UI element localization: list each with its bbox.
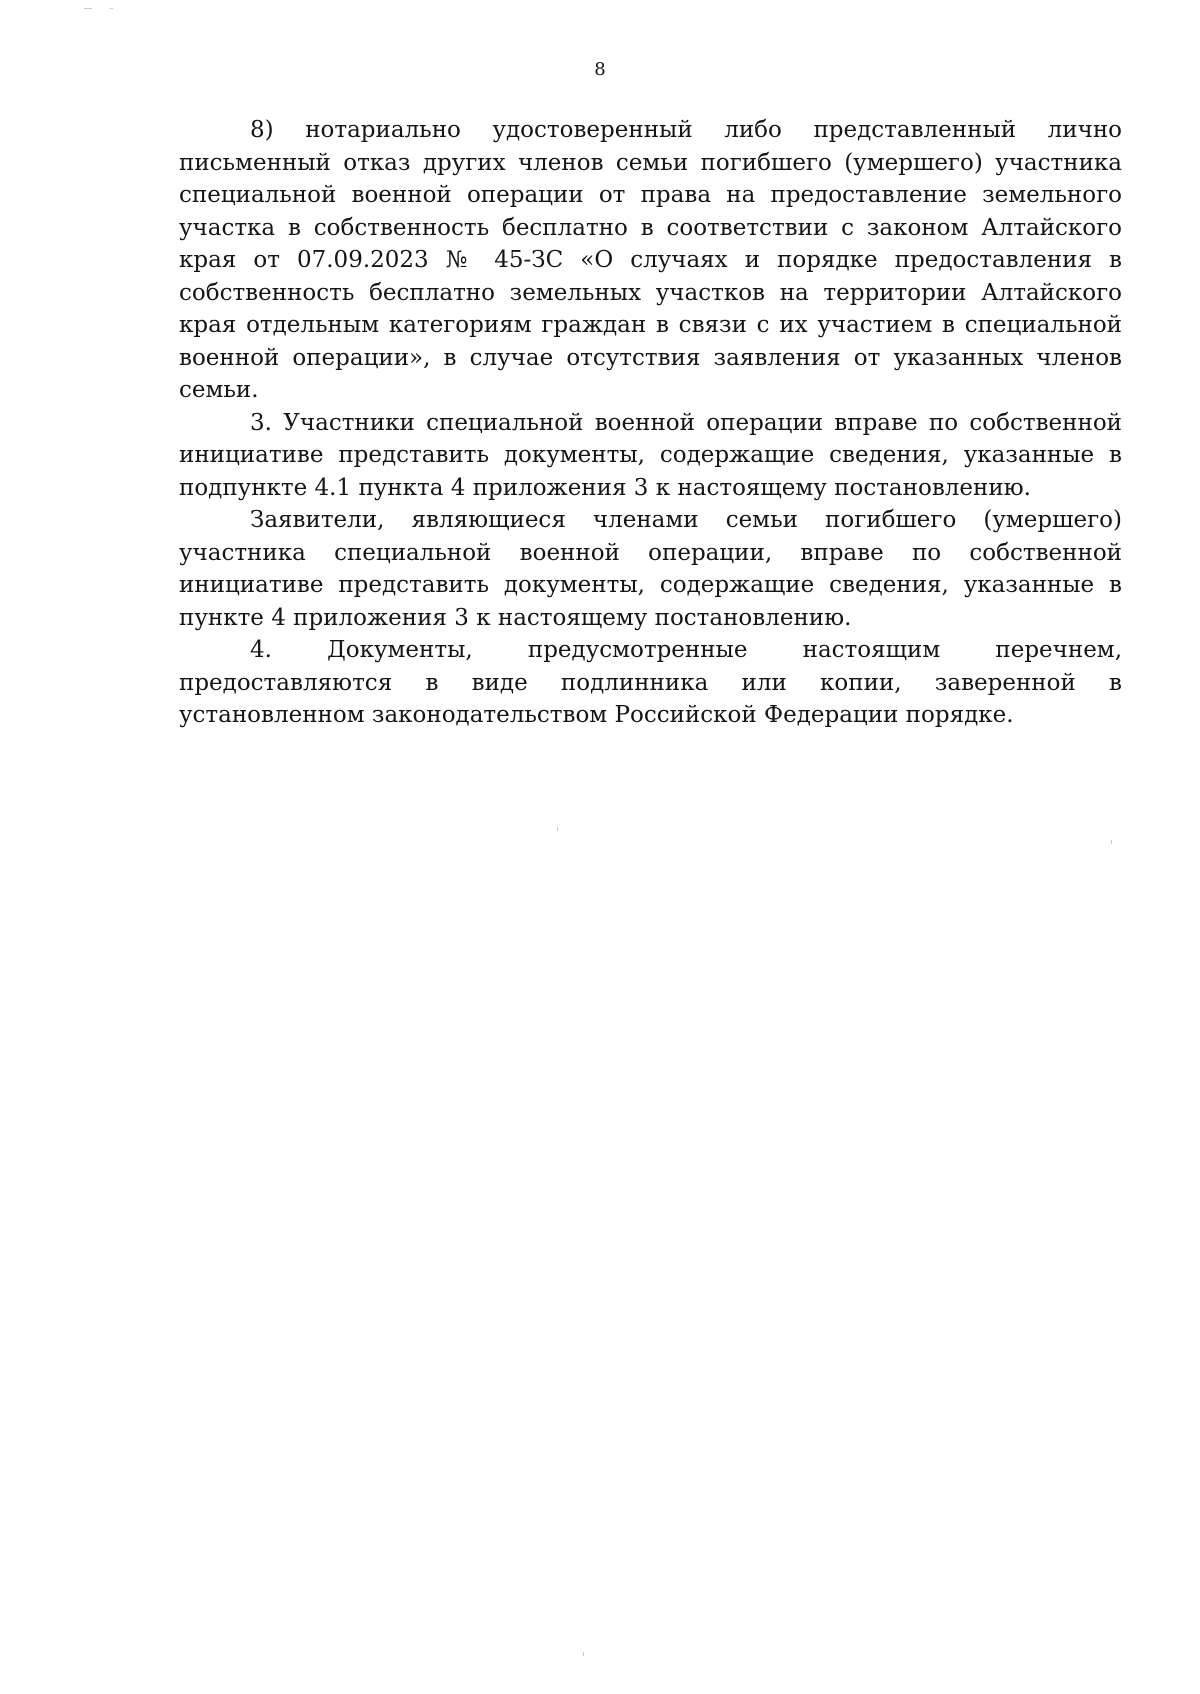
- scan-mark-bottom: [583, 1652, 584, 1656]
- paragraph-item-8: 8) нотариально удостоверенный либо представленный лично письменный отказ других членов семьи погибшего (умершего) участника специальной военной операции от права на предоставление земельного участка в собственность бесплатно в соответствии с законом Алтайского края от 07.09.2023 № 45-ЗС «О случаях и порядке предоставления в собственность бесплатно земельных участков на территории Алтайского края отдельным категориям граждан в связи с их участием в специальной военной операции», в случае отсутствия заявления от указанных членов семьи.: [179, 117, 1122, 403]
- paragraph-applicants: Заявители, являющиеся членами семьи погибшего (умершего) участника специальной военной операции, вправе по собственной инициативе представить документы, содержащие сведения, указанные в пункте 4 приложения 3 к настоящему постановлению.: [179, 507, 1122, 631]
- paragraph-section-4: 4. Документы, предусмотренные настоящим перечнем, предоставляются в виде подлинника или копии, заверенной в установленном законодательством Российской Федерации порядке.: [179, 637, 1122, 728]
- scan-mark-top-left: [84, 8, 92, 9]
- scan-mark-right: [1111, 840, 1112, 844]
- document-body: [179, 114, 1122, 732]
- paragraph-section-3: 3. Участники специальной военной операции вправе по собственной инициативе представить документы, содержащие сведения, указанные в подпункте 4.1 пункта 4 приложения 3 к настоящему постановлению.: [179, 409, 1122, 501]
- scan-mark-middle: [557, 827, 558, 831]
- scan-mark-top-left-2: [110, 8, 113, 9]
- page-number: 8: [594, 59, 606, 80]
